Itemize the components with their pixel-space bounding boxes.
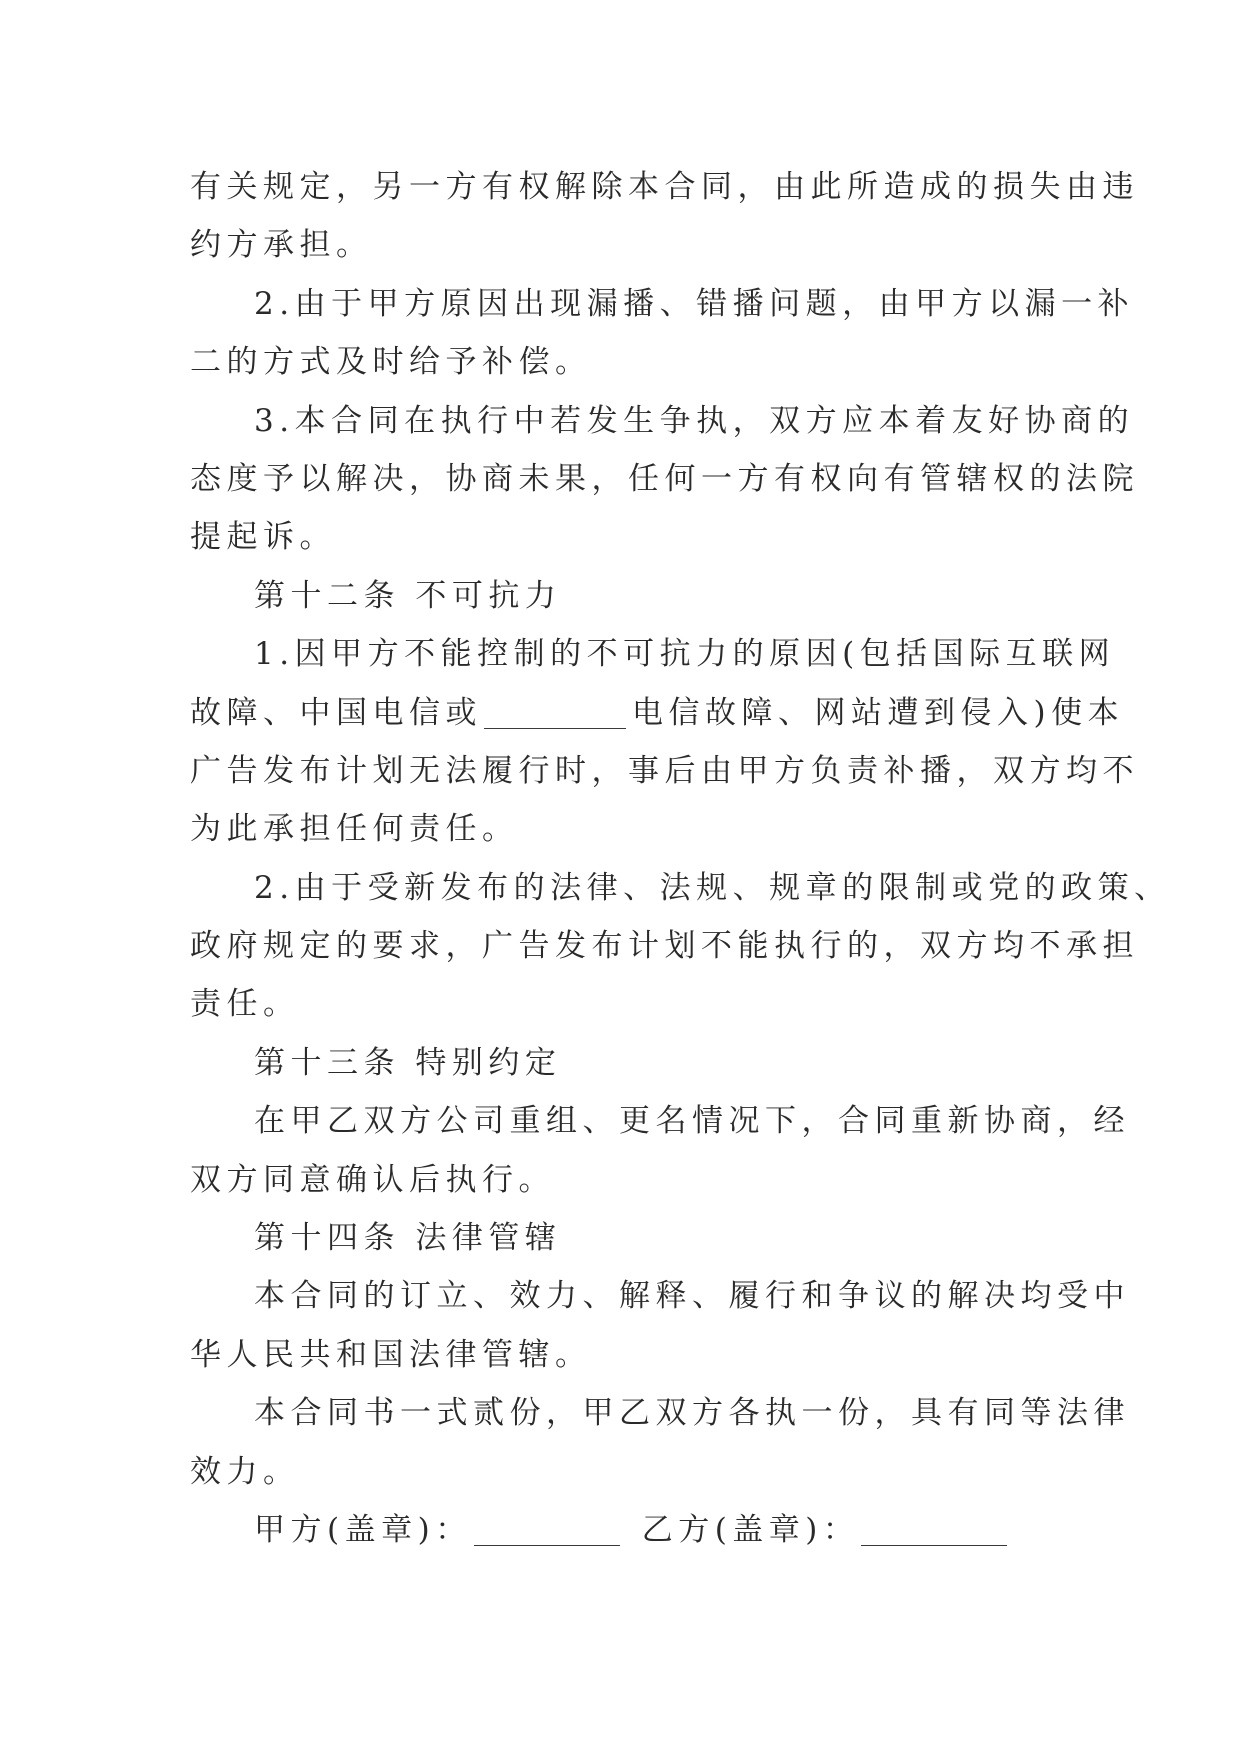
text-line: 责任。 [190, 986, 300, 1023]
contract-page [190, 158, 1171, 1559]
text-after-blank: 电信故障、网站遭到侵入)使本 [632, 694, 1125, 731]
text-line: 态度予以解决，协商未果，任何一方有权向有管辖权的法院 [190, 460, 1139, 497]
paragraph-start: 本合同书一式贰份，甲乙双方各执一份，具有同等法律 [254, 1395, 1130, 1432]
text-line: 有关规定，另一方有权解除本合同，由此所造成的损失由违 [190, 169, 1139, 205]
text-line: 二的方式及时给予补偿。 [190, 344, 592, 381]
clause-item-1: 1.因甲方不能控制的不可抗力的原因(包括国际互联网 [254, 636, 1116, 673]
article-13-heading: 第十三条 特别约定 [254, 1044, 562, 1081]
article-12-heading: 第十二条 不可抗力 [254, 577, 562, 614]
text-line: 效力。 [190, 1453, 300, 1490]
article-14-heading: 第十四条 法律管辖 [254, 1220, 562, 1257]
text-line-with-blank [190, 684, 1125, 742]
fill-in-blank [484, 692, 626, 729]
party-a-label: 甲方(盖章)： [254, 1511, 472, 1548]
party-b-blank [861, 1509, 1007, 1546]
text-line: 提起诉。 [190, 519, 336, 556]
signature-line [190, 1501, 1050, 1559]
clause-item-3: 3.本合同在执行中若发生争执，双方应本着友好协商的 [254, 402, 1135, 439]
text-before-blank: 故障、中国电信或 [190, 694, 482, 731]
text-line: 政府规定的要求，广告发布计划不能执行的，双方均不承担 [190, 928, 1139, 965]
party-a-blank [474, 1509, 620, 1546]
text-line: 双方同意确认后执行。 [190, 1161, 555, 1198]
clause-item-2: 2.由于甲方原因出现漏播、错播问题，由甲方以漏一补 [254, 285, 1135, 322]
text-line: 为此承担任何责任。 [190, 811, 519, 848]
paragraph-start: 在甲乙双方公司重组、更名情况下，合同重新协商，经 [254, 1103, 1130, 1140]
text-line: 华人民共和国法律管辖。 [190, 1336, 592, 1373]
text-line: 约方承担。 [190, 227, 373, 264]
paragraph-start: 本合同的订立、效力、解释、履行和争议的解决均受中 [254, 1278, 1130, 1315]
party-b-label: 乙方(盖章)： [641, 1511, 860, 1548]
clause-item-2: 2.由于受新发布的法律、法规、规章的限制或党的政策、 [254, 869, 1171, 906]
text-line: 广告发布计划无法履行时，事后由甲方负责补播，双方均不 [190, 752, 1139, 789]
